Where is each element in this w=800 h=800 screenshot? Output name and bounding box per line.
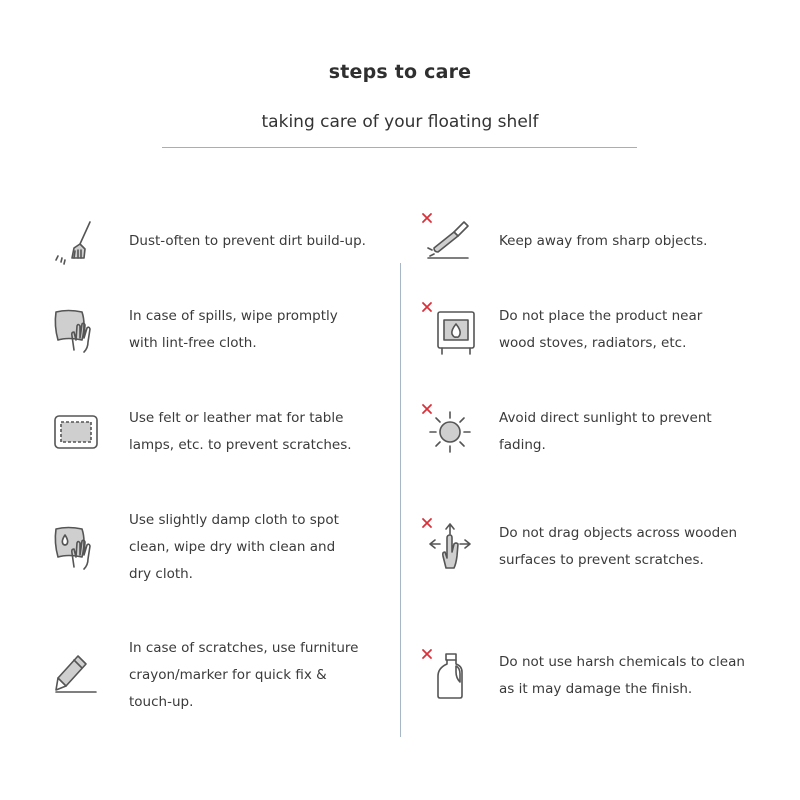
care-text-felt-mat xyxy=(129,405,352,459)
care-text-damp-cloth xyxy=(129,507,339,588)
text-line: crayon/marker for quick fix & xyxy=(129,667,327,683)
text-line: wood stoves, radiators, etc. xyxy=(499,335,687,351)
wood-stove-icon xyxy=(432,308,480,356)
warning-text-drag xyxy=(499,520,737,574)
sharp-knife-icon xyxy=(424,218,472,266)
text-line: In case of spills, wipe promptly xyxy=(129,308,338,324)
text-line: lamps, etc. to prevent scratches. xyxy=(129,437,352,453)
column-divider xyxy=(400,263,401,737)
care-text-dusting xyxy=(129,228,366,255)
wipe-hand-icon xyxy=(52,306,100,354)
text-line: Do not place the product near xyxy=(499,308,703,324)
page-title: steps to care xyxy=(328,61,472,83)
text-line: touch-up. xyxy=(129,694,194,710)
text-line: dry cloth. xyxy=(129,566,193,582)
felt-mat-icon xyxy=(52,408,100,456)
care-text-scratches xyxy=(129,635,358,716)
drag-arrows-hand-icon xyxy=(426,522,474,570)
crayon-marker-icon xyxy=(52,652,100,700)
sun-icon xyxy=(426,408,474,456)
text-line: with lint-free cloth. xyxy=(129,335,257,351)
warning-text-chemicals xyxy=(499,649,745,703)
text-line: Keep away from sharp objects. xyxy=(499,233,708,249)
text-line: Do not drag objects across wooden xyxy=(499,525,738,541)
text-line: In case of scratches, use furniture xyxy=(129,640,359,656)
text-line: Avoid direct sunlight to prevent xyxy=(499,410,712,426)
text-line: Use slightly damp cloth to spot xyxy=(129,512,339,528)
chemical-bottle-icon xyxy=(426,652,474,700)
page-subtitle: taking care of your floating shelf xyxy=(261,112,539,132)
text-line: clean, wipe dry with clean and xyxy=(129,539,336,555)
duster-icon xyxy=(52,218,100,266)
text-line: surfaces to prevent scratches. xyxy=(499,552,704,568)
warning-text-sunlight xyxy=(499,405,712,459)
text-line: as it may damage the finish. xyxy=(499,681,693,697)
care-text-spills xyxy=(129,303,338,357)
damp-cloth-icon xyxy=(52,523,100,571)
text-line: fading. xyxy=(499,437,546,453)
text-line: Do not use harsh chemicals to clean xyxy=(499,654,745,670)
text-line: Dust-often to prevent dirt build-up. xyxy=(129,233,366,249)
text-line: Use felt or leather mat for table xyxy=(129,410,344,426)
warning-text-sharp xyxy=(499,228,707,255)
warning-text-stove xyxy=(499,303,702,357)
title-underline xyxy=(162,147,637,148)
